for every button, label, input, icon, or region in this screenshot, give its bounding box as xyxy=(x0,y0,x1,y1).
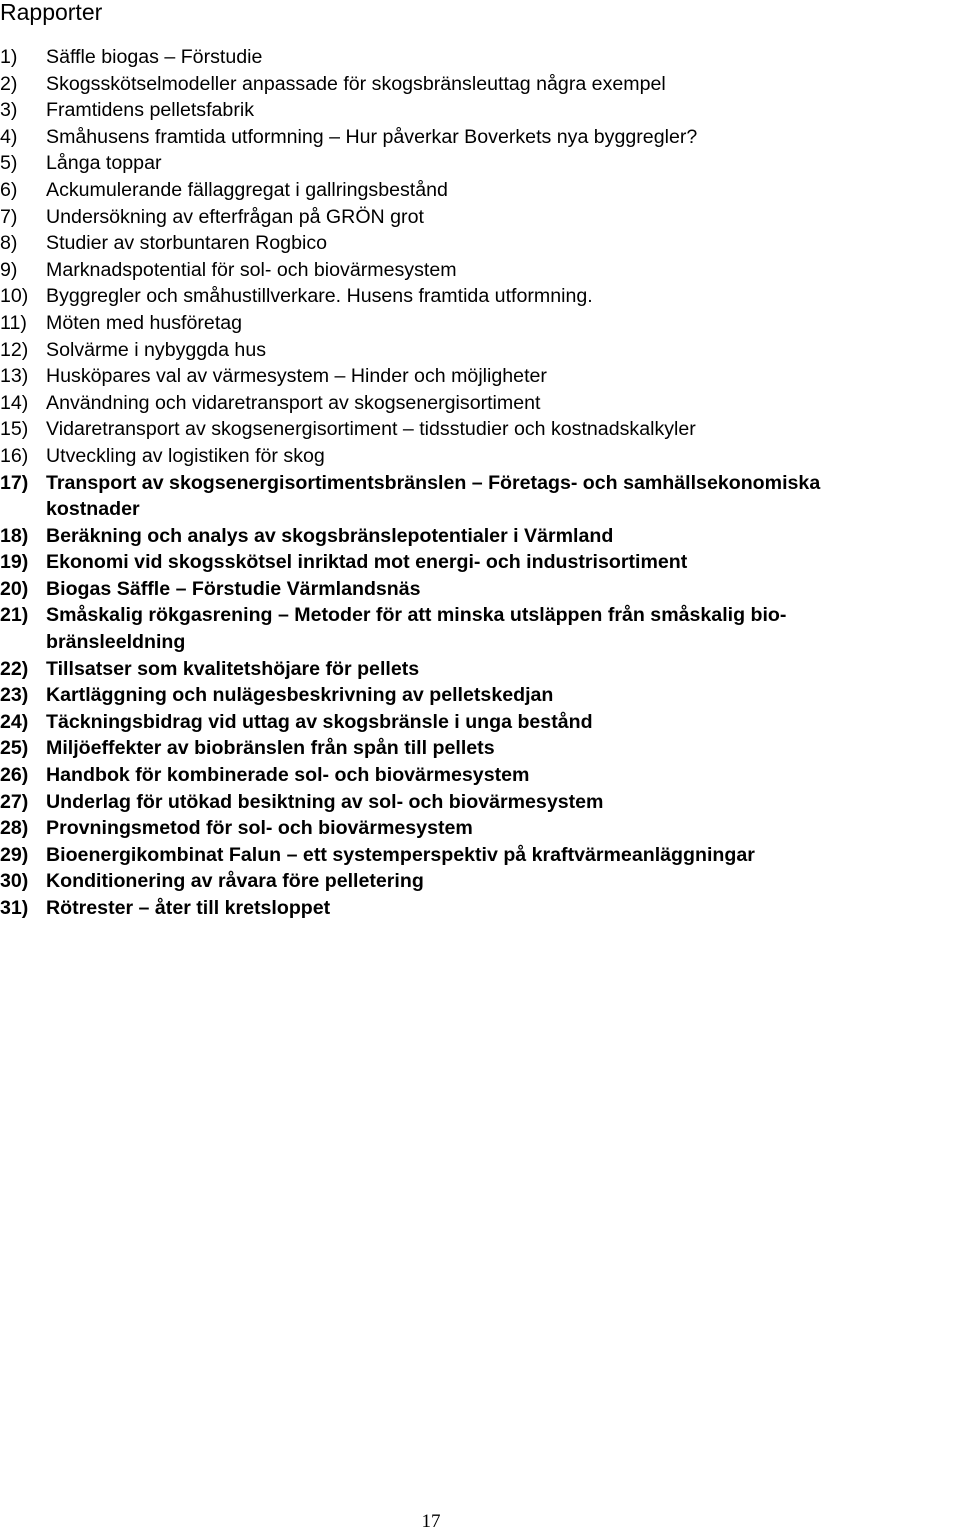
list-item xyxy=(0,177,950,204)
item-number: 20) xyxy=(0,577,29,600)
list-item xyxy=(0,842,950,869)
item-number: 11) xyxy=(0,311,27,334)
item-number: 24) xyxy=(0,710,29,733)
item-text: Framtidens pelletsfabrik xyxy=(46,99,254,122)
list-item xyxy=(0,310,950,337)
item-text: Möten med husföretag xyxy=(46,311,243,334)
list-item xyxy=(0,602,950,655)
item-number: 16) xyxy=(0,444,29,467)
item-number: 31) xyxy=(0,897,29,919)
list-item xyxy=(0,656,950,683)
item-text: Transport av skogsenergisortimentsbränslen – Företags- och samhällsekonomiska xyxy=(46,471,821,494)
item-text: Småhusens framtida utformning – Hur påverkar Boverkets nya byggregler? xyxy=(46,125,698,148)
item-text: Handbok för kombinerade sol- och biovärmesystem xyxy=(46,764,530,787)
list-item xyxy=(0,576,950,603)
list-item xyxy=(0,204,950,231)
list-item xyxy=(0,363,950,390)
item-number: 30) xyxy=(0,870,29,893)
item-text: Marknadspotential för sol- och biovärmesystem xyxy=(46,258,457,281)
item-text: Kartläggning och nulägesbeskrivning av pelletskedjan xyxy=(46,684,554,707)
item-text: Rötrester – åter till kretsloppet xyxy=(46,897,331,919)
item-number: 25) xyxy=(0,737,29,760)
list-item xyxy=(0,682,950,709)
item-number: 9) xyxy=(0,258,18,281)
list-item xyxy=(0,124,950,151)
item-text: Ekonomi vid skogsskötsel inriktad mot energi- och industrisortiment xyxy=(46,551,688,574)
list-item xyxy=(0,390,950,417)
list-item xyxy=(0,71,950,98)
list-item xyxy=(0,97,950,124)
item-number: 26) xyxy=(0,764,29,787)
list-item xyxy=(0,230,950,257)
item-text: Byggregler och småhustillverkare. Husens framtida utformning. xyxy=(46,285,593,308)
item-number: 27) xyxy=(0,790,29,813)
list-item xyxy=(0,735,950,762)
item-number: 23) xyxy=(0,684,29,707)
item-text: Användning och vidaretransport av skogsenergisortiment xyxy=(46,391,541,414)
list-item xyxy=(0,257,950,284)
item-number: 10) xyxy=(0,285,29,308)
item-text-continuation: kostnader xyxy=(46,498,140,521)
list-item xyxy=(0,416,950,443)
list-item xyxy=(0,868,950,895)
item-number: 29) xyxy=(0,843,29,866)
list-item xyxy=(0,762,950,789)
item-text: Provningsmetod för sol- och biovärmesystem xyxy=(46,817,473,840)
list-item xyxy=(0,283,950,310)
item-number: 28) xyxy=(0,817,29,840)
item-number: 18) xyxy=(0,524,29,547)
list-item xyxy=(0,470,950,523)
item-number: 17) xyxy=(0,471,29,494)
item-text: Studier av storbuntaren Rogbico xyxy=(46,232,328,255)
item-text: Biogas Säffle – Förstudie Värmlandsnäs xyxy=(46,577,421,600)
item-text: Skogsskötselmodeller anpassade för skogsbränsleuttag några exempel xyxy=(46,72,666,95)
list-item xyxy=(0,523,950,550)
item-number: 14) xyxy=(0,391,29,414)
item-text: Småskalig rökgasrening – Metoder för att minska utsläppen från småskalig bio- xyxy=(46,604,787,627)
item-text: Husköpares val av värmesystem – Hinder och möjligheter xyxy=(46,365,547,388)
item-number: 21) xyxy=(0,604,29,627)
item-number: 8) xyxy=(0,232,18,255)
item-text: Solvärme i nybyggda hus xyxy=(46,338,267,361)
item-number: 2) xyxy=(0,72,18,95)
item-text: Täckningsbidrag vid uttag av skogsbränsle i unga bestånd xyxy=(46,710,593,733)
item-number: 22) xyxy=(0,657,29,680)
list-item xyxy=(0,150,950,177)
item-text: Bioenergikombinat Falun – ett systemperspektiv på kraftvärmeanläggningar xyxy=(46,843,755,866)
item-text: Miljöeffekter av biobränslen från spån till pellets xyxy=(46,737,495,760)
item-text: Konditionering av råvara före pelletering xyxy=(46,870,424,893)
list-item xyxy=(0,815,950,842)
list-item xyxy=(0,709,950,736)
item-number: 6) xyxy=(0,178,18,201)
item-text: Vidaretransport av skogsenergisortiment – tidsstudier och kostnadskalkyler xyxy=(46,418,696,441)
item-number: 13) xyxy=(0,365,29,388)
list-item xyxy=(0,789,950,816)
item-number: 1) xyxy=(0,46,18,68)
item-number: 7) xyxy=(0,205,18,228)
list-item xyxy=(0,443,950,470)
item-number: 19) xyxy=(0,551,29,574)
list-item xyxy=(0,549,950,576)
item-text: Säffle biogas – Förstudie xyxy=(46,46,263,68)
item-text-continuation: bränsleeldning xyxy=(46,631,186,654)
item-text: Långa toppar xyxy=(46,152,162,175)
list-item xyxy=(0,895,950,922)
item-number: 3) xyxy=(0,99,18,122)
list-item xyxy=(0,337,950,364)
item-number: 15) xyxy=(0,418,29,441)
item-text: Undersökning av efterfrågan på GRÖN grot xyxy=(46,205,424,228)
report-list xyxy=(0,44,950,922)
item-text: Utveckling av logistiken för skog xyxy=(46,444,325,467)
item-text: Underlag för utökad besiktning av sol- och biovärmesystem xyxy=(46,790,604,813)
item-number: 5) xyxy=(0,152,18,175)
list-item xyxy=(0,44,950,71)
item-text: Tillsatser som kvalitetshöjare för pellets xyxy=(46,657,420,680)
item-text: Ackumulerande fällaggregat i gallringsbestånd xyxy=(46,178,448,201)
page-title: Rapporter xyxy=(0,0,103,25)
page-number: 17 xyxy=(421,1511,441,1532)
item-number: 12) xyxy=(0,338,29,361)
item-text: Beräkning och analys av skogsbränslepotentialer i Värmland xyxy=(46,524,614,547)
item-number: 4) xyxy=(0,125,18,148)
